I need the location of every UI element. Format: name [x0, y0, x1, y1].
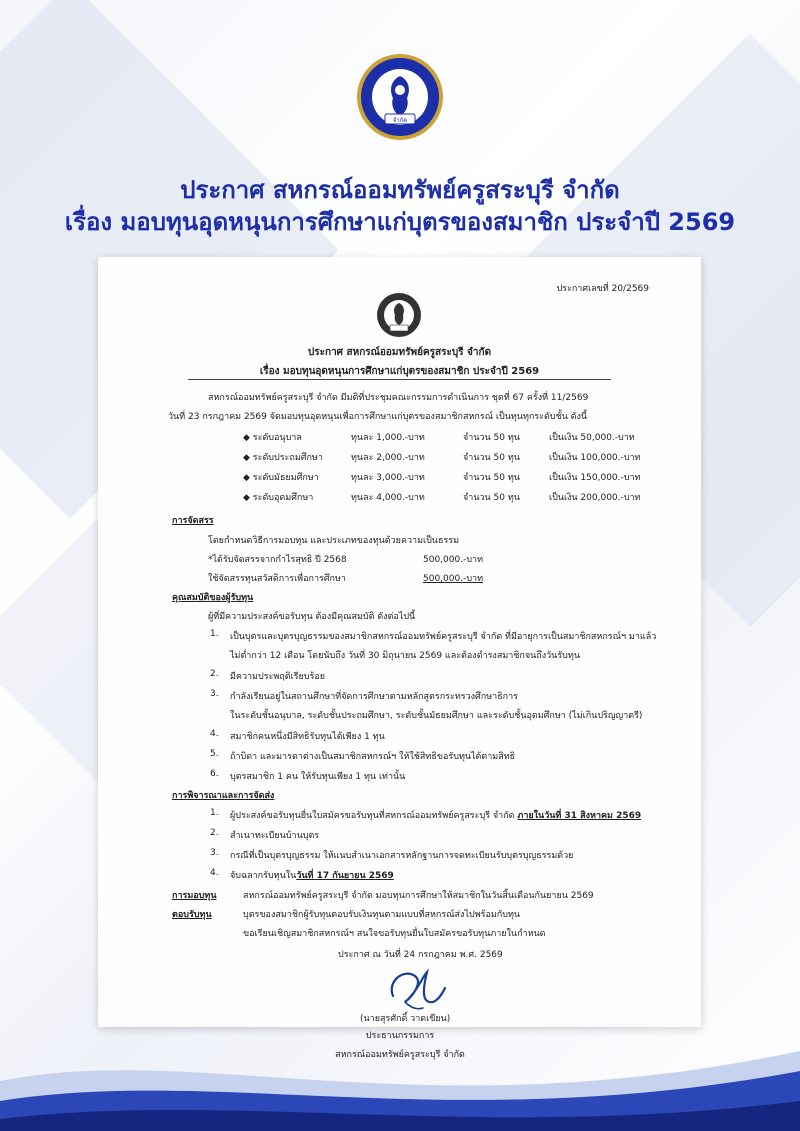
list-item: สมาชิกคนหนึ่งมีสิทธิรับทุนได้เพียง 1 ทุน	[230, 732, 385, 742]
logo-caption: จำกัด	[392, 117, 408, 124]
draw-date: วันที่ 17 กันยายน 2569	[296, 871, 394, 881]
allocation-text: โดยกำหนดวิธีการมอบทุน และประเภทของทุนด้วยความเป็นธรรม	[208, 536, 460, 546]
consideration-heading: การพิจารณาและการจัดส่ง	[172, 791, 275, 801]
intro-line-2: วันที่ 23 กรกฎาคม 2569 จัดมอบทุนอุดหนุนเพื่อการศึกษาแก่บุตรของสมาชิกสหกรณ์ เป็นทุนทุกระดับชั้น ดังนี้	[168, 412, 588, 422]
list-number: 1.	[210, 808, 219, 818]
list-item: มีความประพฤติเรียบร้อย	[230, 672, 326, 682]
allocation-row-label: *ได้รับจัดสรรจากกำไรสุทธิ ปี 2568	[208, 555, 347, 565]
list-item: ผู้ประสงค์ขอรับทุนยื่นใบสมัครขอรับทุนที่สหกรณ์ออมทรัพย์ครูสระบุรี จำกัด ภายในวันที่ 31 สิงหาคม 2569	[230, 811, 642, 821]
document-logo-icon	[375, 291, 423, 339]
page-subtitle: เรื่อง มอบทุนอุดหนุนการศึกษาแก่บุตรของสมาชิก ประจำปี 2569	[64, 208, 736, 236]
list-item: ถ้าบิดา และมารดาต่างเป็นสมาชิกสหกรณ์ฯ ให้ใช้สิทธิขอรับทุนได้ตามสิทธิ	[230, 752, 516, 762]
list-item: จับฉลากรับทุนในวันที่ 17 กันยายน 2569	[230, 871, 394, 881]
list-number: 4.	[210, 868, 219, 878]
allocation-heading: การจัดสรร	[172, 516, 214, 526]
page-title: ประกาศ สหกรณ์ออมทรัพย์ครูสระบุรี จำกัด	[180, 176, 620, 204]
list-item: สำเนาทะเบียนบ้านบุตร	[230, 831, 320, 841]
list-number: 2.	[210, 828, 219, 838]
award-heading: การมอบทุน	[172, 891, 217, 901]
reply-heading: ตอบรับทุน	[172, 910, 212, 920]
signer-name: (นายสุรศักดิ์ วาดเขียน)	[360, 1014, 451, 1024]
deadline-date: ภายในวันที่ 31 สิงหาคม 2569	[517, 811, 642, 821]
award-text: สหกรณ์ออมทรัพย์ครูสระบุรี จำกัด มอบทุนการศึกษาให้สมาชิกในวันสิ้นเดือนกันยายน 2569	[243, 891, 594, 901]
qualifications-heading: คุณสมบัติของผู้รับทุน	[172, 593, 254, 603]
list-item: กรณีที่เป็นบุตรบุญธรรม ให้แนบสำเนาเอกสารหลักฐานการจดทะเบียนรับบุตรบุญธรรมด้วย	[230, 851, 574, 861]
signer-position: ประธานกรรมการ	[365, 1031, 435, 1041]
reply-text: บุตรของสมาชิกผู้รับทุนตอบรับเงินทุนตามแบบที่สหกรณ์ส่งไปพร้อมกับทุน	[243, 910, 521, 920]
list-item: บุตรสมาชิก 1 คน ให้รับทุนเพียง 1 ทุน เท่านั้น	[230, 772, 406, 782]
cooperative-logo-icon	[355, 52, 445, 142]
list-number: 1.	[210, 629, 219, 639]
document-subject: เรื่อง มอบทุนอุดหนุนการศึกษาแก่บุตรของสมาชิก ประจำปี 2569	[259, 366, 540, 377]
title-divider	[188, 379, 611, 380]
list-item-continued: ไม่ต่ำกว่า 12 เดือน โดยนับถึง วันที่ 30 มิถุนายน 2569 และต้องดำรงสมาชิกจนถึงวันรับทุน	[230, 651, 580, 661]
announcement-date: ประกาศ ณ วันที่ 24 กรกฎาคม พ.ศ. 2569	[338, 950, 503, 960]
allocation-row-value: 500,000.-บาท	[423, 555, 484, 565]
allocation-row-value: 500,000.-บาท	[423, 574, 484, 584]
allocation-row-label: ใช้จัดสรรทุนสวัสดิการเพื่อการศึกษา	[208, 574, 346, 584]
list-number: 6.	[210, 769, 219, 779]
announcement-document: ประกาศเลขที่ 20/2569 ประกาศ สหกรณ์ออมทรัพย์ครูสระบุรี จำกัด เรื่อง มอบทุนอุดหนุนการศึกษาแก่บุตรของสมาชิก ประจำปี 2569 สหกรณ์ออมทรัพย์ครูสระบุรี จำกัด มีมติที่ประชุมคณะกรรมการดำเนินการ ชุดที่ 67 ครั้งที่ 11/2569 วันที่ 23 กรกฎาคม 2569 จัดมอบทุนอุดหนุนเพื่อการศึกษาแก่บุตรของสมาชิกสหกรณ์ เป็นทุนทุกระดับชั้น ดังนี้ ◆ ระดับอนุบาล ทุนละ 1,000.-บาท จำนวน 50 ทุน เป็นเงิน 50,000.-บาท ◆ ระดับประถมศึกษา ทุนละ 2,000.-บาท จำนวน 50 ทุน เป็นเงิน 100,000.-บาท ◆ ระดับมัธยมศึกษา ทุนละ 3,000.-บาท จำนวน 50 ทุน เป็นเงิน 150,000.-บาท ◆ ระดับอุดมศึกษา ทุนละ 4,000.-บาท จำนวน 50 ทุน เป็นเงิน 200,000.-บาท การจัดสรร โดยกำหนดวิธีการมอบทุน และประเภทของทุนด้วยความเป็นธรรม *ได้รับจัดสรรจากกำไรสุทธิ ปี 2568 500,000.-บาท ใช้จัดสรรทุนสวัสดิการเพื่อการศึกษา 500,000.-บาท คุณสมบัติของผู้รับทุน ผู้ที่มีความประสงค์ขอรับทุน ต้องมีคุณสมบัติ ดังต่อไปนี้ 1. เป็นบุตรและบุตรบุญธรรมของสมาชิกสหกรณ์ออมทรัพย์ครูสระบุรี จำกัด ที่มีอายุการเป็นสมาชิกสหกรณ์ฯ มาแล้ว ไม่ต่ำกว่า 12 เดือน โดยนับถึง วันที่ 30 มิถุนายน 2569 และต้องดำรงสมาชิกจนถึงวันรับทุน 2. มีความประพฤติเรียบร้อย 3. กำลังเรียนอยู่ในสถานศึกษาที่จัดการศึกษาตามหลักสูตรกระทรวงศึกษาธิการ ในระดับชั้นอนุบาล, ระดับชั้นประถมศึกษา, ระดับชั้นมัธยมศึกษา และระดับชั้นอุดมศึกษา (ไม่เกินปริญญาตรี) 4. สมาชิกคนหนึ่งมีสิทธิรับทุนได้เพียง 1 ทุน 5. ถ้าบิดา และมารดาต่างเป็นสมาชิกสหกรณ์ฯ ให้ใช้สิทธิขอรับทุนได้ตามสิทธิ 6. บุตรสมาชิก 1 คน ให้รับทุนเพียง 1 ทุน เท่านั้น การพิจารณาและการจัดส่ง 1. ผู้ประสงค์ขอรับทุนยื่นใบสมัครขอรับทุนที่สหกรณ์ออมทรัพย์ครูสระบุรี จำกัด ภายในวันที่ 31 สิงหาคม 2569 2. สำเนาทะเบียนบ้านบุตร 3. กรณีที่เป็นบุตรบุญธรรม ให้แนบสำเนาเอกสารหลักฐานการจดทะเบียนรับบุตรบุญธรรมด้วย 4. จับฉลากรับทุนในวันที่ 17 กันยายน 2569 การมอบทุน สหกรณ์ออมทรัพย์ครูสระบุรี จำกัด มอบทุนการศึกษาให้สมาชิกในวันสิ้นเดือนกันยายน 2569 ตอบรับทุน บุตรของสมาชิกผู้รับทุนตอบรับเงินทุนตามแบบที่สหกรณ์ส่งไปพร้อมกับทุน ขอเรียนเชิญสมาชิกสหกรณ์ฯ สนใจขอรับทุนยื่นใบสมัครขอรับทุนภายในกำหนด ประกาศ ณ วันที่ 24 กรกฎาคม พ.ศ. 2569 (นายสุรศักดิ์ วาดเขียน)	[98, 257, 701, 1027]
list-number: 2.	[210, 669, 219, 679]
footer-wave	[0, 1011, 800, 1131]
qualifications-intro: ผู้ที่มีความประสงค์ขอรับทุน ต้องมีคุณสมบัติ ดังต่อไปนี้	[208, 612, 416, 622]
document-title: ประกาศ สหกรณ์ออมทรัพย์ครูสระบุรี จำกัด	[307, 347, 492, 358]
list-number: 3.	[210, 848, 219, 858]
list-number: 3.	[210, 689, 219, 699]
list-item-continued: ในระดับชั้นอนุบาล, ระดับชั้นประถมศึกษา, ระดับชั้นมัธยมศึกษา และระดับชั้นอุดมศึกษา (ไม่เกินปริญญาตรี)	[230, 711, 643, 721]
document-number: ประกาศเลขที่ 20/2569	[556, 284, 649, 294]
list-item: กำลังเรียนอยู่ในสถานศึกษาที่จัดการศึกษาตามหลักสูตรกระทรวงศึกษาธิการ	[230, 692, 519, 702]
intro-line-1: สหกรณ์ออมทรัพย์ครูสระบุรี จำกัด มีมติที่ประชุมคณะกรรมการดำเนินการ ชุดที่ 67 ครั้งที่ 11/2569	[208, 393, 589, 403]
signature-icon	[383, 962, 453, 1018]
list-item: เป็นบุตรและบุตรบุญธรรมของสมาชิกสหกรณ์ออมทรัพย์ครูสระบุรี จำกัด ที่มีอายุการเป็นสมาชิกสหกรณ์ฯ มาแล้ว	[230, 632, 657, 642]
invitation-text: ขอเรียนเชิญสมาชิกสหกรณ์ฯ สนใจขอรับทุนยื่นใบสมัครขอรับทุนภายในกำหนด	[243, 929, 546, 939]
list-number: 4.	[210, 729, 219, 739]
signer-organization: สหกรณ์ออมทรัพย์ครูสระบุรี จำกัด	[335, 1050, 465, 1060]
list-number: 5.	[210, 749, 219, 759]
